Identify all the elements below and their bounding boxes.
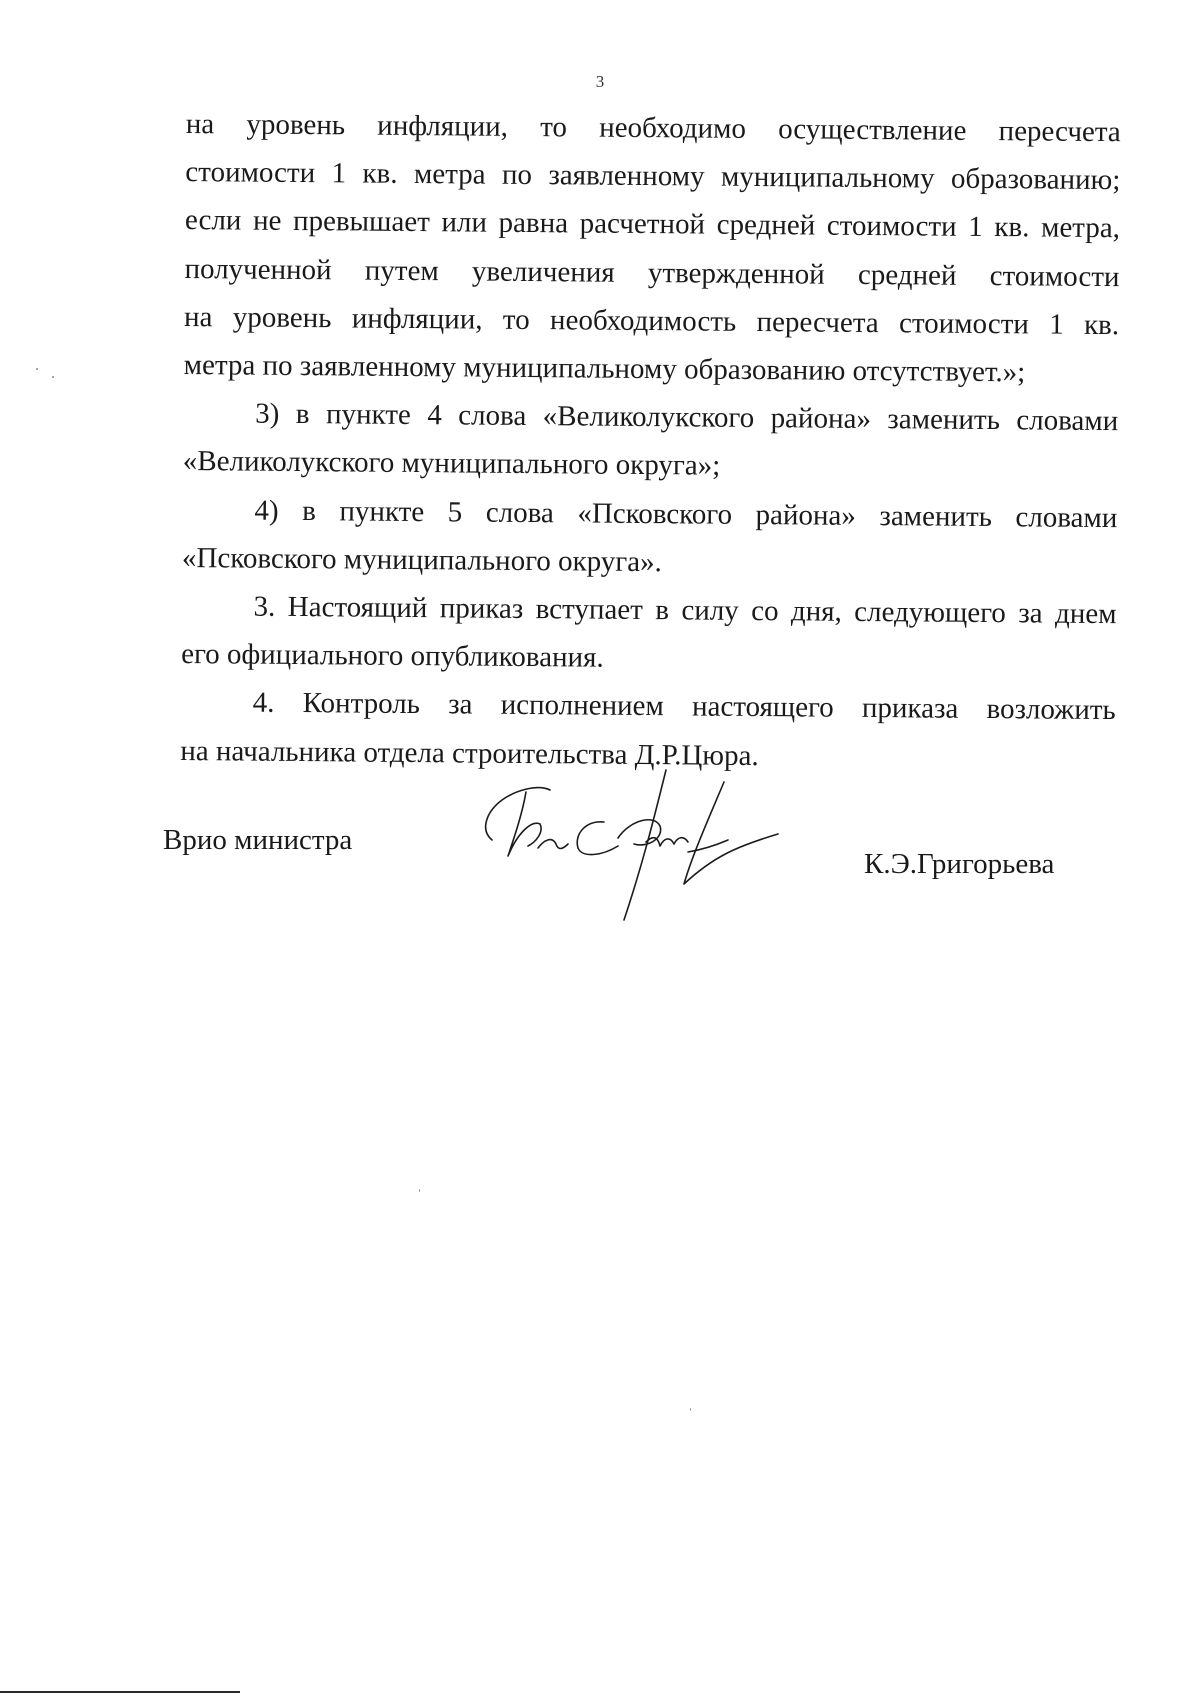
paragraph-clause-3 (181, 582, 1117, 687)
text-line: если не превышает или равна расчетной средней стоимости 1 кв. метра, (184, 204, 1121, 245)
text-line: на начальника отдела строительства Д.Р.Цюра. (180, 734, 759, 772)
text-line: «Псковского муниципального округа». (181, 541, 662, 578)
signatory-position: Врио министра (163, 824, 353, 856)
text-line: 3. Настоящий приказ вступает в силу со дня, следующего за днем (253, 590, 1117, 631)
handwritten-signature (478, 760, 808, 930)
document-body (180, 100, 1121, 783)
text-line: «Великолукского муниципального округа»; (182, 445, 721, 483)
text-line: на уровень инфляции, то необходимо осуществление пересчета (185, 107, 1121, 149)
text-line: 3) в пункте 4 слова «Великолукского района» заменить словами (255, 397, 1119, 438)
text-line: на уровень инфляции, то необходимость пересчета стоимости 1 кв. (183, 300, 1120, 341)
text-line: 4) в пункте 5 слова «Псковского района» заменить словами (254, 494, 1118, 534)
text-line: полученной путем увеличения утвержденной средней стоимости (184, 252, 1120, 293)
text-line: его официального опубликования. (181, 638, 604, 674)
text-line: стоимости 1 кв. метра по заявленному муниципальному образованию; (185, 156, 1121, 197)
paragraph-item-3 (183, 389, 1119, 494)
paragraph-item-4 (182, 486, 1118, 591)
paragraph-continuation (183, 100, 1120, 397)
text-line: метра по заявленному муниципальному образованию отсутствует.»; (183, 349, 1026, 389)
scan-edge-line (0, 1691, 240, 1693)
scan-speck (52, 376, 54, 378)
text-line: 4. Контроль за исполнением настоящего приказа возложить (252, 687, 1116, 727)
page-number: 3 (595, 72, 605, 91)
scan-speck (36, 368, 38, 370)
signatory-name: К.Э.Григорьева (864, 848, 1055, 880)
scan-speck (690, 1408, 691, 1411)
scan-speck (419, 1189, 420, 1192)
